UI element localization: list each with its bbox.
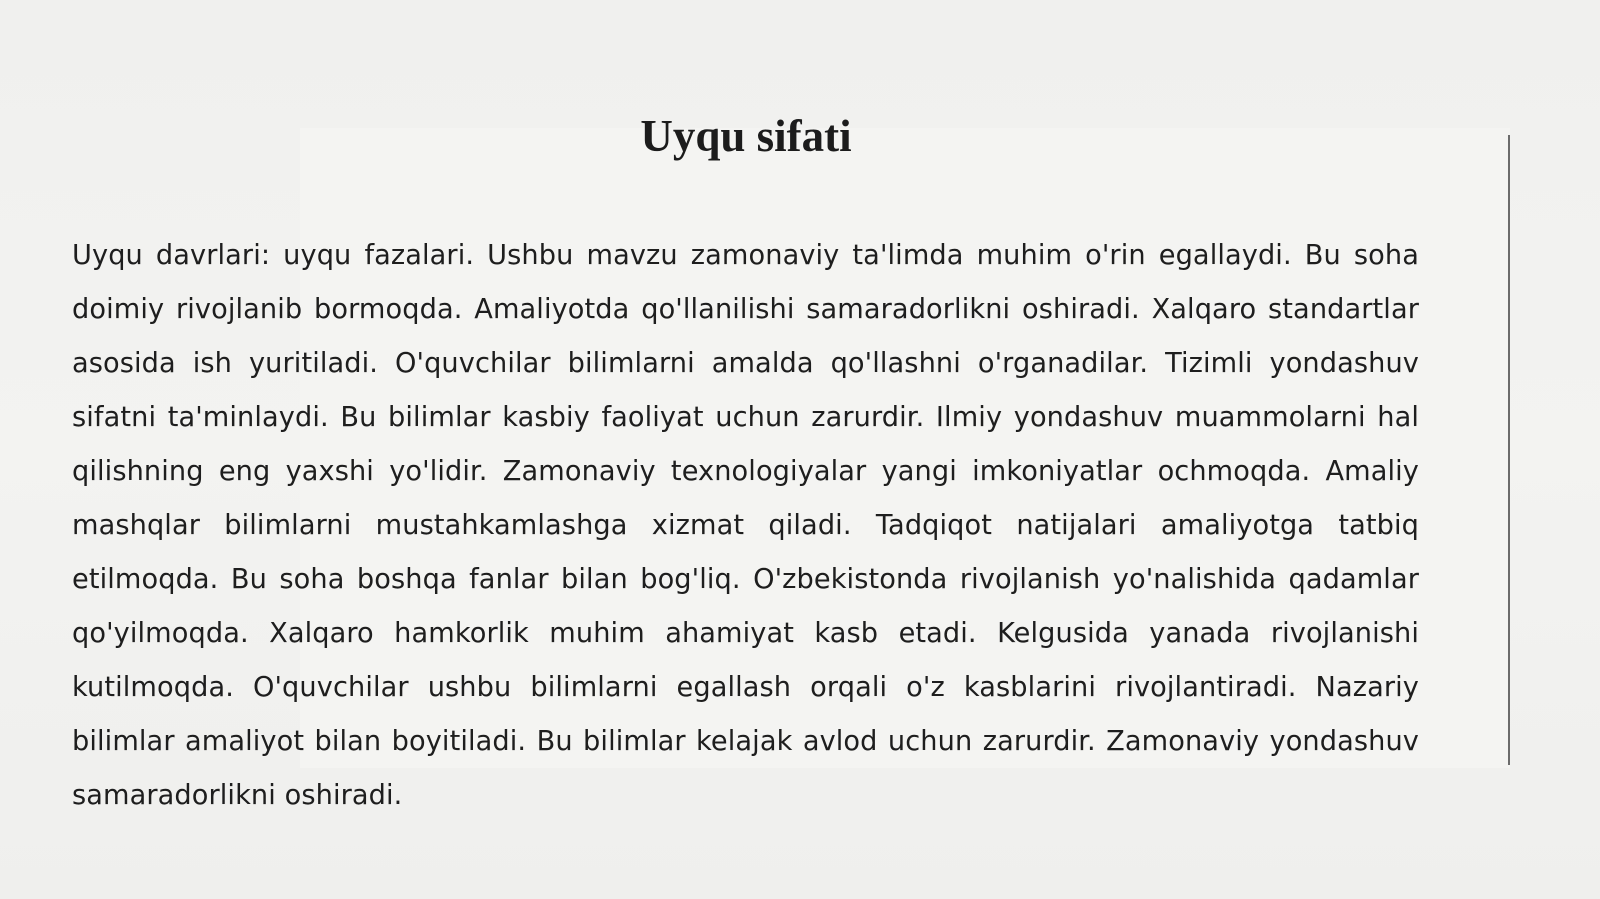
vertical-divider-line: [1508, 135, 1510, 765]
slide-title: Uyqu sifati: [640, 111, 852, 161]
body-paragraph: Uyqu davrlari: uyqu fazalari. Ushbu mavzu zamonaviy ta'limda muhim o'rin egallaydi. Bu soha doimiy rivojlanib bormoqda. Amaliyotda qo'llanilishi samaradorlikni oshiradi. Xalqaro standartlar asosida ish yuritiladi. O'quvchilar bilimlarni amalda qo'llashni o'rganadilar. Tizimli yondashuv sifatni ta'minlaydi. Bu bilimlar kasbiy faoliyat uchun zarurdir. Ilmiy yondashuv muammolarni hal qilishning eng yaxshi yo'lidir. Zamonaviy texnologiyalar yangi imkoniyatlar ochmoqda. Amaliy mashqlar bilimlarni mustahkamlashga xizmat qiladi. Tadqiqot natijalari amaliyotga tatbiq etilmoqda. Bu soha boshqa fanlar bilan bog'liq. O'zbekistonda rivojlanish yo'nalishida qadamlar qo'yilmoqda. Xalqaro hamkorlik muhim ahamiyat kasb etadi. Kelgusida yanada rivojlanishi kutilmoqda. O'quvchilar ushbu bilimlarni egallash orqali o'z kasblarini rivojlantiradi. Nazariy bilimlar amaliyot bilan boyitiladi. Bu bilimlar kelajak avlod uchun zarurdir. Zamonaviy yondashuv samaradorlikni oshiradi.: [72, 240, 1419, 811]
